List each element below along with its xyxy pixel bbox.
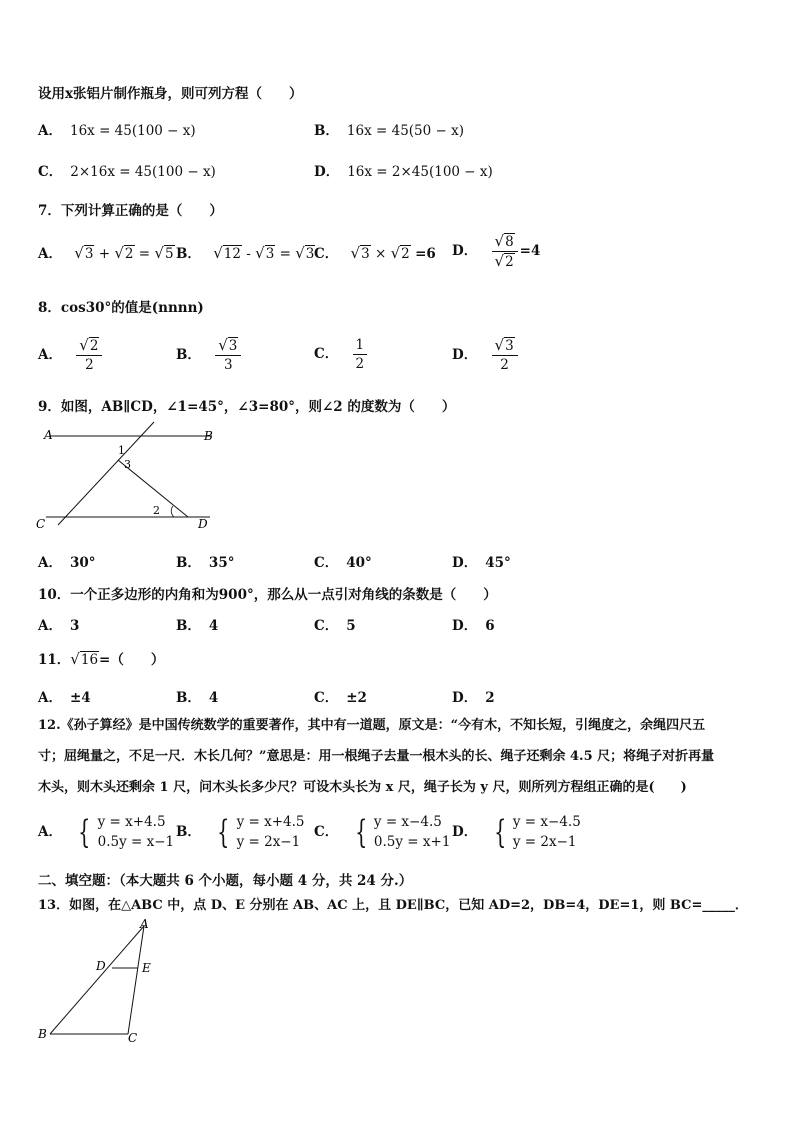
radicand: 2 xyxy=(124,246,134,262)
option-label: B． xyxy=(176,246,201,262)
radicand: 12 xyxy=(223,246,241,262)
point-a: A xyxy=(44,428,53,442)
q10-stem: 10．一个正多边形的内角和为900°，那么从一点引对角线的条数是（ ） xyxy=(38,587,497,603)
q12-line: 12.《孙子算经》是中国传统数学的重要著作，其中有一道题，原文是：“今有木，不知长短，引绳度之，余绳四尺五 xyxy=(38,718,706,733)
option-text: 6 xyxy=(485,618,495,634)
q11-option-c[interactable] xyxy=(314,686,367,706)
q8-option-c[interactable] xyxy=(314,336,369,373)
equation: 0.5y = x−1 xyxy=(97,834,175,850)
q10-option-b[interactable] xyxy=(176,614,218,634)
option-label: C． xyxy=(38,164,63,180)
option-text: 45° xyxy=(485,555,511,571)
q13-figure xyxy=(34,916,164,1046)
q8-option-d[interactable]: D． $\frac{√3}{2}$ xyxy=(452,336,520,374)
option-text: 35° xyxy=(208,555,235,571)
question-tail: =（ ） xyxy=(99,652,165,668)
point-d: D xyxy=(198,517,208,531)
q6-option-a[interactable] xyxy=(38,119,196,139)
q10-option-d[interactable] xyxy=(452,614,495,634)
option-text: 40° xyxy=(346,555,372,571)
option-label: C． xyxy=(314,346,339,362)
option-text: 4 xyxy=(208,690,219,706)
question-number: 11． xyxy=(38,652,71,668)
option-label: A． xyxy=(38,618,62,634)
option-text: 4 xyxy=(208,618,219,634)
radicand: 3 xyxy=(84,246,94,262)
q7-option-a[interactable]: A． √3 + √2 = √5 xyxy=(38,244,174,262)
result: =4 xyxy=(519,243,541,259)
option-text: 5 xyxy=(346,618,356,634)
radicand: 3 xyxy=(361,246,370,262)
radicand: 8 xyxy=(505,234,514,250)
option-label: D． xyxy=(452,346,478,363)
q12-stem xyxy=(38,710,760,803)
q9-option-d[interactable] xyxy=(452,551,511,571)
denominator: 2 xyxy=(85,357,94,373)
q11-stem: 11．√16=（ ） xyxy=(38,650,165,668)
option-label: C． xyxy=(314,690,339,706)
option-label: B． xyxy=(314,123,339,139)
option-label: C． xyxy=(314,618,339,634)
option-label: D． xyxy=(452,690,478,706)
option-label: A． xyxy=(38,690,62,706)
option-label: B． xyxy=(176,555,201,571)
option-label: B． xyxy=(176,618,201,634)
q12-option-b[interactable]: B． { y = x+4.5 y = 2x−1 xyxy=(176,813,305,851)
result: =6 xyxy=(415,246,436,262)
q12-option-d[interactable]: D． { y = x−4.5 y = 2x−1 xyxy=(452,813,581,851)
equation: 0.5y = x+1 xyxy=(373,834,451,850)
q10-option-a[interactable] xyxy=(38,614,79,634)
q6-option-c[interactable] xyxy=(38,160,216,180)
option-label: B． xyxy=(176,823,201,840)
radicand: 3 xyxy=(305,246,315,262)
radicand: 3 xyxy=(505,338,514,354)
q9-stem: 9．如图，AB∥CD，∠1=45°，∠3=80°，则∠2 的度数为（ ） xyxy=(38,399,456,415)
option-label: A． xyxy=(38,555,62,571)
option-text: 2×16x = 45(100 − x) xyxy=(70,164,216,180)
option-label: A． xyxy=(38,346,62,363)
q12-line: 寸；屈绳量之，不足一尺．木长几何？”意思是：用一根绳子去量一根木头的长、绳子还剩余 4.5 尺；将绳子对折再量 xyxy=(38,749,715,764)
q8-stem: 8．cos30°的值是(nnnn) xyxy=(38,300,204,316)
q7-option-b[interactable]: B． √12 - √3 = √3 xyxy=(176,244,315,262)
q9-option-c[interactable] xyxy=(314,551,372,571)
angle-1-label: 1 xyxy=(118,444,125,457)
option-label: B． xyxy=(176,346,201,363)
equation: y = 2x−1 xyxy=(512,834,577,850)
q9-figure xyxy=(36,420,236,535)
q11-option-b[interactable] xyxy=(176,686,218,706)
point-b: B xyxy=(204,429,213,443)
option-text: ±2 xyxy=(346,690,367,706)
q6-option-b[interactable] xyxy=(314,119,464,139)
q12-option-c[interactable]: C． { y = x−4.5 0.5y = x+1 xyxy=(314,813,451,851)
point-c: C xyxy=(36,517,46,531)
option-text: 16x = 45(50 − x) xyxy=(346,123,465,139)
q10-option-c[interactable] xyxy=(314,614,356,634)
option-label: C． xyxy=(314,823,339,840)
option-label: D． xyxy=(452,823,478,840)
option-label: D． xyxy=(452,555,478,571)
section-heading: 二、填空题：（本大题共 6 个小题，每小题 4 分，共 24 分.） xyxy=(38,873,413,889)
q9-option-b[interactable] xyxy=(176,551,234,571)
denominator: 3 xyxy=(224,357,233,373)
q13-stem: 13．如图，在△ABC 中，点 D、E 分别在 AB、AC 上，且 DE∥BC，已知 AD=2，DB=4，DE=1，则 BC=_____． xyxy=(38,898,748,913)
point-c: C xyxy=(128,1031,138,1045)
denominator: 2 xyxy=(355,356,365,372)
option-label: C． xyxy=(314,246,339,262)
equation: y = 2x−1 xyxy=(236,834,301,850)
radicand: 3 xyxy=(228,338,238,354)
option-label: D． xyxy=(452,243,478,259)
q8-option-a[interactable]: A． $\frac{√2}{2}$ xyxy=(38,336,104,374)
radicand: 2 xyxy=(505,254,514,270)
radicand: 3 xyxy=(265,246,275,262)
q8-option-b[interactable]: B． $\frac{√3}{3}$ xyxy=(176,336,243,374)
point-d: D xyxy=(96,959,106,973)
radicand: 2 xyxy=(89,338,99,354)
numerator: 1 xyxy=(353,336,368,355)
option-text: ±4 xyxy=(69,690,91,706)
option-label: D． xyxy=(314,164,340,180)
equation: y = x+4.5 xyxy=(97,814,166,830)
radicand: 5 xyxy=(164,246,174,262)
point-b: B xyxy=(38,1027,47,1041)
option-label: A． xyxy=(38,123,62,139)
option-text: 2 xyxy=(485,690,495,706)
option-label: A． xyxy=(38,823,62,840)
q6-stem: 设用x张铝片制作瓶身，则可列方程（ ） xyxy=(38,86,303,102)
angle-3-label: 3 xyxy=(124,458,131,471)
option-label: A． xyxy=(38,246,62,262)
option-label: C． xyxy=(314,555,339,571)
q11-option-a[interactable] xyxy=(38,686,91,706)
point-a: A xyxy=(140,917,149,931)
q7-stem: 7．下列计算正确的是（ ） xyxy=(38,203,223,219)
equation: y = x−4.5 xyxy=(512,814,581,830)
option-label: D． xyxy=(452,618,478,634)
q12-option-a[interactable]: A． { y = x+4.5 0.5y = x−1 xyxy=(38,813,175,851)
equation: y = x+4.5 xyxy=(236,814,305,830)
option-text: 16x = 2×45(100 − x) xyxy=(347,164,493,180)
denominator: 2 xyxy=(500,357,509,373)
radicand: 16 xyxy=(80,652,99,668)
q11-option-d[interactable] xyxy=(452,686,495,706)
q7-option-c[interactable]: C． √3 × √2 =6 xyxy=(314,244,436,262)
q9-option-a[interactable] xyxy=(38,551,96,571)
option-text: 30° xyxy=(69,555,96,571)
equation: y = x−4.5 xyxy=(373,814,442,830)
option-text: 3 xyxy=(69,618,80,634)
q6-option-d[interactable] xyxy=(314,160,493,180)
q7-option-d[interactable]: D． $\frac{√8}{√2}$ =4 xyxy=(452,232,541,270)
point-e: E xyxy=(142,961,151,975)
angle-2-label: 2 xyxy=(153,504,160,517)
radicand: 2 xyxy=(401,246,410,262)
option-label: B． xyxy=(176,690,201,706)
q12-line: 木头，则木头还剩余 1 尺，问木头长多少尺？可设木头长为 x 尺，绳子长为 y 尺，则所列方程组正确的是( ) xyxy=(38,780,687,795)
option-text: 16x = 45(100 − x) xyxy=(69,123,196,139)
